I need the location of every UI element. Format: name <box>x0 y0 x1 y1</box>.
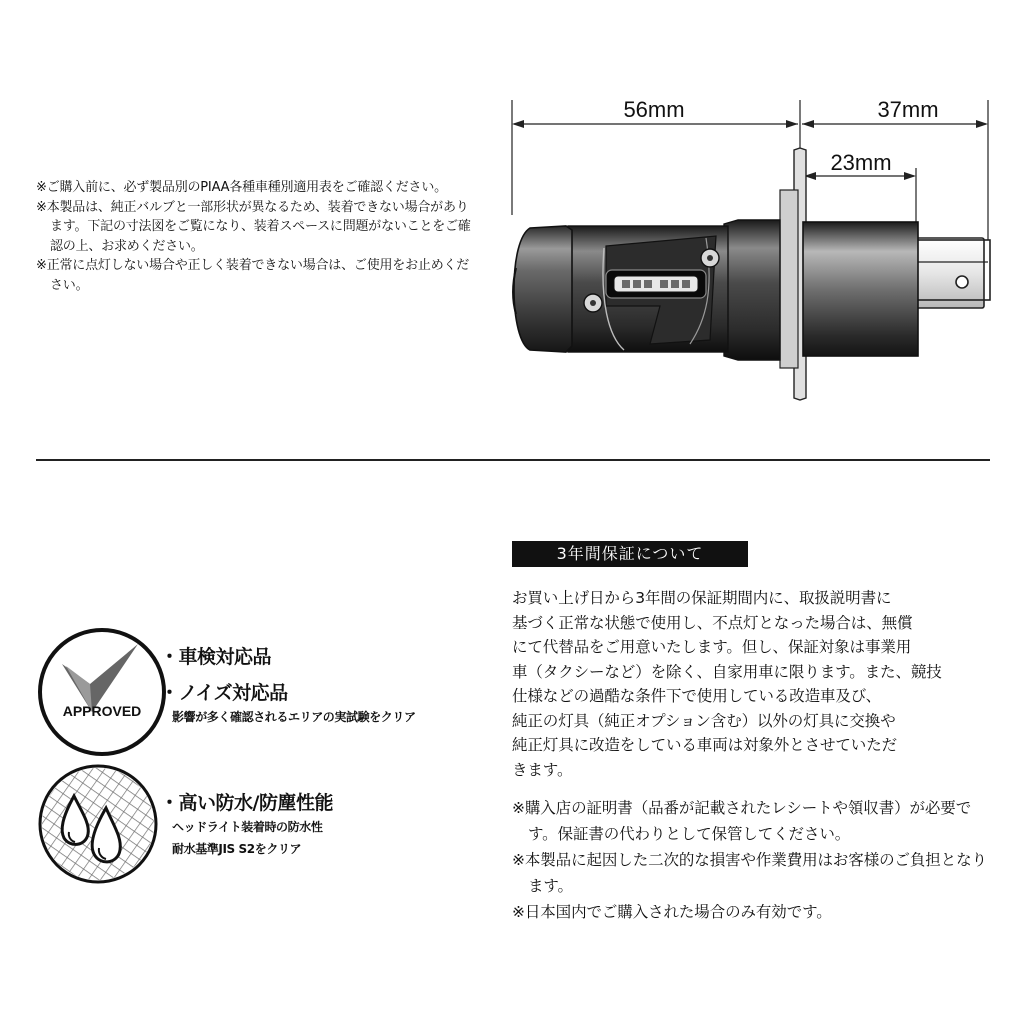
warranty-notes <box>512 795 994 925</box>
feature-noise-desc: 影響が多く確認されるエリアの実試験をクリア <box>172 710 416 724</box>
warranty-line: お買い上げ日から3年間の保証期間内に、取扱説明書に <box>512 589 892 607</box>
feature-noise-title: ・ノイズ対応品 <box>160 682 288 704</box>
note-item: ※ご購入前に、必ず製品別のPIAA各種車種別適用表をご確認ください。 <box>36 180 447 195</box>
approved-badge-icon <box>36 626 168 758</box>
warranty-line: 基づく正常な状態で使用し、不点灯となった場合は、無償 <box>512 613 913 632</box>
bulb-dimension-diagram <box>0 0 1024 460</box>
warranty-body <box>512 586 994 782</box>
note-item: ※本製品は、純正バルブと一部形状が異なるため、装着できない場合があります。下記の寸法図をご覧になり、装着スペースに問題がないことをご確認の上、お求めください。 <box>36 199 471 254</box>
note-item: ※正常に点灯しない場合や正しく装着できない場合は、ご使用をお止めください。 <box>36 258 470 293</box>
terminal-length-label: 23mm <box>830 150 892 175</box>
warranty-note: ※本製品に起因した二次的な損害や作業費用はお客様のご負担となります。 <box>512 851 987 895</box>
base-length-label: 37mm <box>877 97 939 122</box>
waterproof-drops-icon <box>36 762 160 886</box>
feature-waterproof-desc-1: ヘッドライト装着時の防水性 <box>172 820 323 834</box>
overall-length-label: 56mm <box>623 97 685 122</box>
svg-text:APPROVED: APPROVED <box>62 703 142 719</box>
warranty-line: きます。 <box>512 760 573 779</box>
feature-waterproof-desc-2: 耐水基準JIS S2をクリア <box>172 842 302 856</box>
warranty-note: ※購入店の証明書（品番が記載されたレシートや領収書）が必要です。保証書の代わりとして保管してください。 <box>512 799 972 843</box>
feature-waterproof-title: ・高い防水/防塵性能 <box>160 792 333 814</box>
warranty-line: 純正灯具に改造をしている車両は対象外とさせていただ <box>512 736 898 754</box>
warranty-line: 車（タクシーなど）を除く、自家用車に限ります。また、競技 <box>512 662 942 681</box>
section-divider <box>36 459 990 461</box>
feature-inspection-title: ・車検対応品 <box>160 646 272 668</box>
warranty-line: にて代替品をご用意いたします。但し、保証対象は事業用 <box>512 638 912 656</box>
warranty-title: 3年間保証について <box>512 541 748 567</box>
bulb-drawing <box>513 148 990 400</box>
warranty-note: ※日本国内でご購入された場合のみ有効です。 <box>512 903 832 921</box>
warranty-line: 純正の灯具（純正オプション含む）以外の灯具に交換や <box>512 711 896 730</box>
warranty-line: 仕様などの過酷な条件下で使用している改造車及び、 <box>512 687 881 705</box>
